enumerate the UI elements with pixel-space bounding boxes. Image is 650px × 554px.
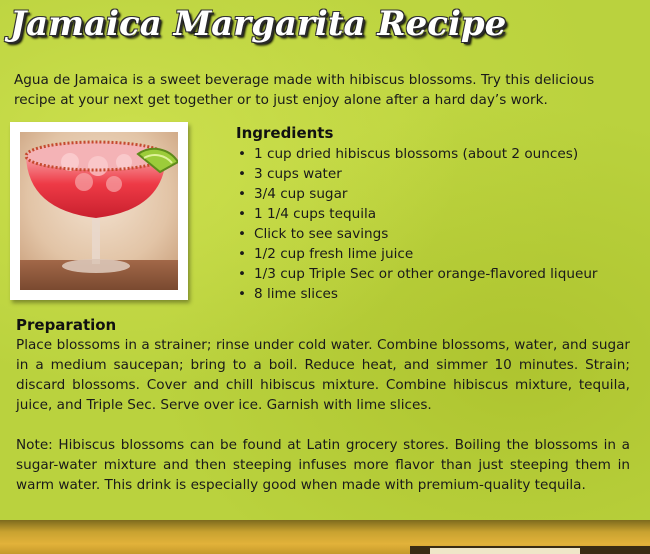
ingredients-list [236,144,598,304]
drink-photo-frame [10,122,188,300]
note-text: Note: Hibiscus blossoms can be found at Latin grocery stores. Boiling the blossoms in a sugar-water mixture and then steeping infuses more flavor than just steeping them in warm water. This drink is especially good when made with premium-quality tequila. [16,437,630,493]
intro-paragraph: Agua de Jamaica is a sweet beverage made with hibiscus blossoms. Try this delicious recipe at your next get together or to just enjoy alone after a hard day’s work. [14,72,595,108]
list-item: • 1/2 cup fresh lime juice [236,244,598,264]
bottom-decorative-strip [0,520,650,554]
savings-link[interactable]: • Click to see savings [236,224,598,244]
strip-highlight [430,548,580,554]
list-item: • 1 cup dried hibiscus blossoms (about 2 ounces) [236,144,598,164]
list-item: • 1 1/4 cups tequila [236,204,598,224]
ingredients-heading: Ingredients [236,124,334,142]
margarita-glass-photo [20,132,178,290]
list-item: • 3/4 cup sugar [236,184,598,204]
page-title: Jamaica Margarita Recipe [10,4,507,44]
list-item: • 8 lime slices [236,284,598,304]
preparation-heading: Preparation [16,316,117,334]
list-item: • 1/3 cup Triple Sec or other orange-flavored liqueur [236,264,598,284]
list-item: • 3 cups water [236,164,598,184]
preparation-text: Place blossoms in a strainer; rinse under cold water. Combine blossoms, water, and sugar in a medium saucepan; bring to a boil. Reduce heat, and simmer 10 minutes. Strain; discard blossoms. Cover and chill hibiscus mixture. Combine hibiscus mixture, tequila, juice, and Triple Sec. Serve over ice. Garnish with lime slices. [16,337,630,413]
